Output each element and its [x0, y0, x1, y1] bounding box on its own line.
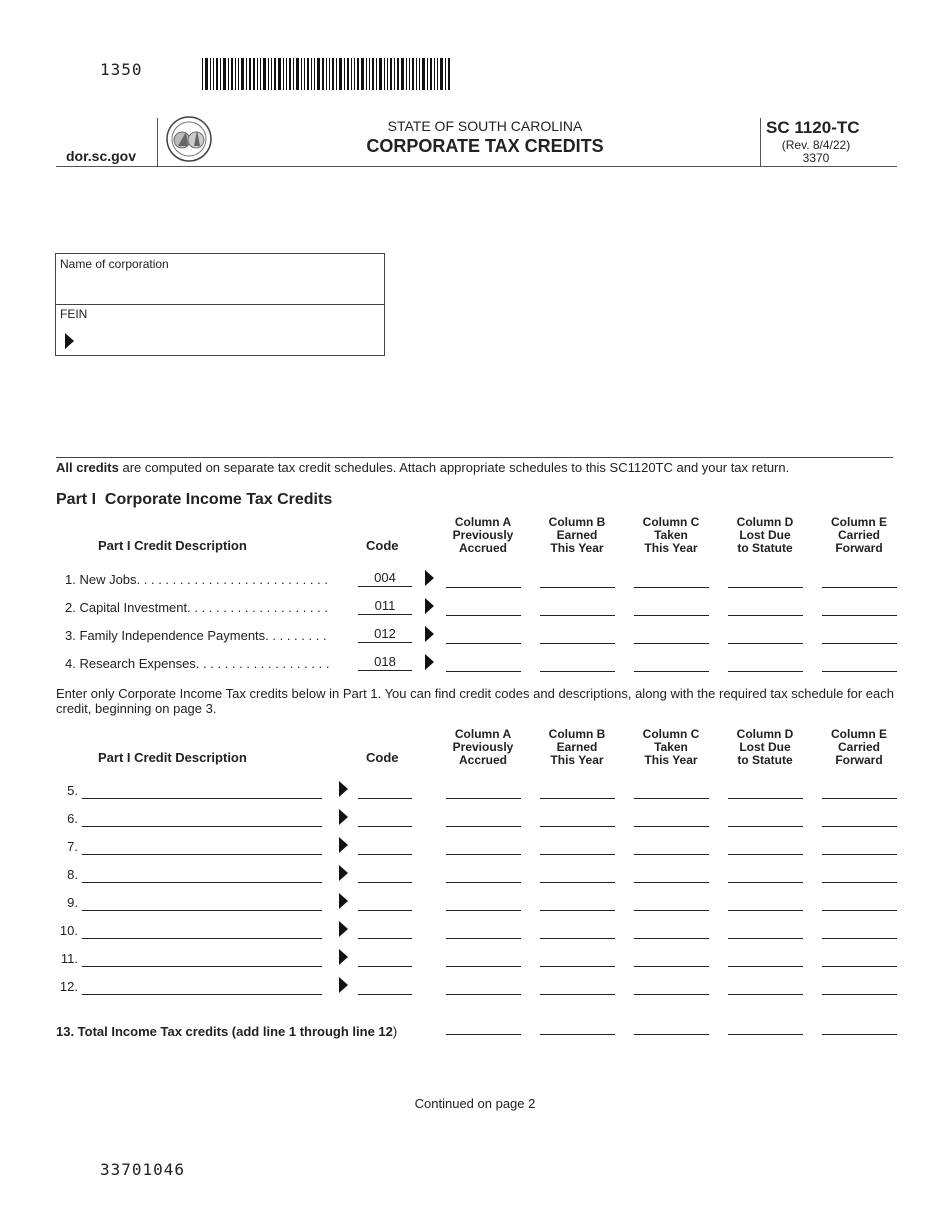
row-8-column-e-field[interactable] [822, 882, 897, 883]
row-12-column-a-field[interactable] [446, 994, 521, 995]
row-1-column-c-field[interactable] [634, 587, 709, 588]
row-2-column-c-field[interactable] [634, 615, 709, 616]
barcode-bar [220, 58, 221, 90]
row-6-column-b-field[interactable] [540, 826, 615, 827]
header-rule [56, 166, 897, 167]
credit-description-field[interactable] [82, 854, 322, 855]
total-column-a-field[interactable] [446, 1034, 521, 1035]
credit-code-field[interactable] [358, 854, 412, 855]
barcode-bar [235, 58, 236, 90]
line-number: 11. [60, 951, 78, 966]
form-title: CORPORATE TAX CREDITS [366, 136, 604, 156]
total-column-e-field[interactable] [822, 1034, 897, 1035]
column-header-line: This Year [644, 541, 698, 555]
total-label-text: 13. Total Income Tax credits (add line 1 through line 12 [56, 1024, 393, 1039]
arrow-icon [425, 570, 434, 586]
barcode-bar [419, 58, 420, 90]
line-number: 8. [67, 867, 78, 882]
column-header-line: Column A [454, 515, 512, 529]
row-2-column-e-field[interactable] [822, 615, 897, 616]
barcode-bar [448, 58, 450, 90]
credit-code: 011 [358, 599, 412, 615]
row-5-column-d-field[interactable] [728, 798, 803, 799]
column-header-e [814, 728, 904, 767]
total-column-c-field[interactable] [634, 1034, 709, 1035]
row-12-column-e-field[interactable] [822, 994, 897, 995]
arrow-icon [339, 921, 348, 937]
description-header: Part I Credit Description [98, 538, 247, 553]
barcode-bar [274, 58, 276, 90]
column-header-line: This Year [550, 541, 604, 555]
revision-date: (Rev. 8/4/22) [781, 138, 851, 152]
barcode-bar [416, 58, 417, 90]
column-header-a [438, 728, 528, 767]
form-scan-code: 1350 [100, 60, 143, 79]
column-header-b [532, 516, 622, 555]
line-number: 6. [67, 811, 78, 826]
column-header-b [532, 728, 622, 767]
row-4-column-d-field[interactable] [728, 671, 803, 672]
intro-text [56, 460, 789, 475]
row-11-column-a-field[interactable] [446, 966, 521, 967]
name-label: Name of corporation [60, 257, 169, 271]
barcode-bar [314, 58, 315, 90]
row-7-column-a-field[interactable] [446, 854, 521, 855]
row-3-column-a-field[interactable] [446, 643, 521, 644]
row-10-column-c-field[interactable] [634, 938, 709, 939]
barcode-bar [369, 58, 370, 90]
barcode-bar [257, 58, 258, 90]
header-divider-left [157, 118, 158, 166]
barcode-bar [394, 58, 395, 90]
column-header-e [814, 516, 904, 555]
column-header-c [626, 728, 716, 767]
arrow-icon [339, 977, 348, 993]
column-header-line: Column E [831, 515, 887, 529]
code-header: Code [366, 750, 399, 765]
barcode-bar [445, 58, 446, 90]
column-header-line: Previously [452, 528, 514, 542]
total-label-paren: ) [392, 1024, 398, 1039]
barcode-bar [213, 58, 214, 90]
row-4-column-e-field[interactable] [822, 671, 897, 672]
barcode-bar [406, 58, 407, 90]
barcode-bar [231, 58, 233, 90]
barcode-bar [205, 58, 208, 90]
form-number: SC 1120-TC [766, 118, 860, 137]
column-header-line: to Statute [737, 541, 793, 555]
column-header-line: Taken [654, 528, 688, 542]
row-9-column-b-field[interactable] [540, 910, 615, 911]
barcode-bar [379, 58, 382, 90]
total-column-d-field[interactable] [728, 1034, 803, 1035]
barcode-bar [249, 58, 251, 90]
intro-rest: are computed on separate tax credit schedules. Attach appropriate schedules to this SC1120TC and your tax return. [118, 460, 790, 475]
line-number: 5. [67, 783, 78, 798]
header-divider-right [760, 118, 761, 166]
row-11-column-c-field[interactable] [634, 966, 709, 967]
total-label [56, 1024, 397, 1039]
barcode-bar [329, 58, 330, 90]
row-9-column-a-field[interactable] [446, 910, 521, 911]
barcode-bar [366, 58, 367, 90]
row-8-column-c-field[interactable] [634, 882, 709, 883]
barcode-bar [326, 58, 327, 90]
barcode-bar [387, 58, 388, 90]
credit-row-label: 4. Research Expenses. . . . . . . . . . . . . . . . . . . [65, 656, 330, 671]
column-header-line: Carried [837, 528, 881, 542]
row-3-column-d-field[interactable] [728, 643, 803, 644]
column-header-line: Taken [654, 740, 688, 754]
row-5-column-e-field[interactable] [822, 798, 897, 799]
row-1-column-d-field[interactable] [728, 587, 803, 588]
row-2-column-a-field[interactable] [446, 615, 521, 616]
barcode-bar [241, 58, 244, 90]
column-header-d [720, 728, 810, 767]
barcode-bar [263, 58, 266, 90]
intro-bold: All credits [56, 460, 119, 475]
credit-code-field[interactable] [358, 938, 412, 939]
row-9-column-c-field[interactable] [634, 910, 709, 911]
barcode-bar [283, 58, 284, 90]
credit-code: 004 [358, 571, 412, 587]
barcode-bar [268, 58, 269, 90]
barcode-bar [322, 58, 324, 90]
row-11-column-b-field[interactable] [540, 966, 615, 967]
row-4-column-b-field[interactable] [540, 671, 615, 672]
arrow-icon [65, 333, 74, 349]
identity-divider [56, 304, 384, 305]
column-header-line: Previously [452, 740, 514, 754]
corporation-name-field[interactable] [60, 274, 380, 300]
column-header-line: Column C [642, 515, 700, 529]
barcode-bar [347, 58, 349, 90]
credit-description-field[interactable] [82, 938, 322, 939]
continued-note: Continued on page 2 [414, 1096, 536, 1111]
column-header-line: Accrued [458, 753, 508, 767]
barcode-bar [430, 58, 432, 90]
barcode-bar [278, 58, 281, 90]
row-5-column-b-field[interactable] [540, 798, 615, 799]
bottom-scan-code: 33701046 [100, 1160, 186, 1179]
row-11-column-e-field[interactable] [822, 966, 897, 967]
line-number: 7. [67, 839, 78, 854]
row-3-column-e-field[interactable] [822, 643, 897, 644]
row-1-column-a-field[interactable] [446, 587, 521, 588]
row-6-column-d-field[interactable] [728, 826, 803, 827]
row-10-column-d-field[interactable] [728, 938, 803, 939]
arrow-icon [339, 837, 348, 853]
barcode-bar [412, 58, 414, 90]
barcode-bar [311, 58, 312, 90]
form-code: 3370 [802, 151, 830, 165]
row-1-column-e-field[interactable] [822, 587, 897, 588]
barcode-bar [440, 58, 443, 90]
credit-description-field[interactable] [82, 910, 322, 911]
barcode-bar [304, 58, 305, 90]
credit-code-field[interactable] [358, 882, 412, 883]
column-header-line: This Year [644, 753, 698, 767]
column-header-line: Column A [454, 727, 512, 741]
barcode-bar [354, 58, 355, 90]
fein-field[interactable] [82, 330, 380, 354]
column-header-line: Accrued [458, 541, 508, 555]
arrow-icon [425, 626, 434, 642]
credit-description-field[interactable] [82, 882, 322, 883]
row-3-column-b-field[interactable] [540, 643, 615, 644]
row-9-column-e-field[interactable] [822, 910, 897, 911]
row-5-column-a-field[interactable] [446, 798, 521, 799]
credit-code: 012 [358, 627, 412, 643]
barcode-bar [210, 58, 211, 90]
barcode-bar [301, 58, 302, 90]
row-9-column-d-field[interactable] [728, 910, 803, 911]
credit-code-field[interactable] [358, 910, 412, 911]
description-header: Part I Credit Description [98, 750, 247, 765]
fein-label: FEIN [60, 307, 88, 321]
row-8-column-d-field[interactable] [728, 882, 803, 883]
arrow-icon [339, 809, 348, 825]
barcode-bar [357, 58, 359, 90]
barcode-bar [289, 58, 291, 90]
column-header-line: Column D [736, 727, 794, 741]
barcode-bar [372, 58, 374, 90]
identity-box [55, 253, 385, 356]
barcode-bar [202, 58, 203, 90]
column-header-line: Forward [835, 541, 883, 555]
row-7-column-d-field[interactable] [728, 854, 803, 855]
barcode-bar [339, 58, 342, 90]
row-4-column-c-field[interactable] [634, 671, 709, 672]
barcode-bar [434, 58, 435, 90]
barcode [202, 58, 468, 90]
column-header-line: Earned [556, 528, 598, 542]
arrow-icon [425, 598, 434, 614]
column-header-line: to Statute [737, 753, 793, 767]
credit-code: 018 [358, 655, 412, 671]
row-8-column-b-field[interactable] [540, 882, 615, 883]
row-4-column-a-field[interactable] [446, 671, 521, 672]
arrow-icon [339, 781, 348, 797]
barcode-bar [216, 58, 218, 90]
column-header-line: Earned [556, 740, 598, 754]
barcode-bar [253, 58, 255, 90]
barcode-bar [361, 58, 364, 90]
barcode-bar [409, 58, 410, 90]
arrow-icon [339, 949, 348, 965]
state-seal-icon [166, 116, 212, 162]
row-7-column-e-field[interactable] [822, 854, 897, 855]
row-2-column-b-field[interactable] [540, 615, 615, 616]
barcode-bar [317, 58, 320, 90]
barcode-bar [238, 58, 239, 90]
barcode-bar [437, 58, 438, 90]
credit-description-field[interactable] [82, 994, 322, 995]
column-header-d [720, 516, 810, 555]
row-10-column-b-field[interactable] [540, 938, 615, 939]
barcode-bar [336, 58, 337, 90]
row-3-column-c-field[interactable] [634, 643, 709, 644]
barcode-bar [427, 58, 428, 90]
line-number: 9. [67, 895, 78, 910]
credit-code-field[interactable] [358, 798, 412, 799]
barcode-bar [260, 58, 261, 90]
column-header-line: Forward [835, 753, 883, 767]
row-12-column-b-field[interactable] [540, 994, 615, 995]
barcode-bar [397, 58, 399, 90]
row-6-column-e-field[interactable] [822, 826, 897, 827]
barcode-bar [223, 58, 226, 90]
row-12-column-c-field[interactable] [634, 994, 709, 995]
line-number: 10. [59, 923, 78, 938]
credit-description-field[interactable] [82, 826, 322, 827]
column-header-c [626, 516, 716, 555]
row-7-column-c-field[interactable] [634, 854, 709, 855]
row-10-column-a-field[interactable] [446, 938, 521, 939]
row-12-column-d-field[interactable] [728, 994, 803, 995]
intro-rule [56, 457, 893, 458]
total-column-b-field[interactable] [540, 1034, 615, 1035]
row-5-column-c-field[interactable] [634, 798, 709, 799]
column-header-line: Column E [831, 727, 887, 741]
barcode-bar [422, 58, 425, 90]
column-header-line: Column C [642, 727, 700, 741]
credit-code-field[interactable] [358, 966, 412, 967]
barcode-bar [228, 58, 229, 90]
column-header-line: Column D [736, 515, 794, 529]
column-header-line: Column B [548, 727, 606, 741]
column-header-line: This Year [550, 753, 604, 767]
arrow-icon [339, 865, 348, 881]
barcode-bar [307, 58, 309, 90]
barcode-bar [344, 58, 345, 90]
row-6-column-a-field[interactable] [446, 826, 521, 827]
barcode-bar [271, 58, 272, 90]
row-1-column-b-field[interactable] [540, 587, 615, 588]
barcode-bar [401, 58, 404, 90]
credit-row-label: 1. New Jobs. . . . . . . . . . . . . . . . . . . . . . . . . . . [65, 572, 328, 587]
arrow-icon [425, 654, 434, 670]
barcode-bar [390, 58, 392, 90]
part1-title: Part I Corporate Income Tax Credits [56, 491, 333, 508]
column-header-line: Lost Due [739, 740, 791, 754]
column-header-line: Carried [837, 740, 881, 754]
column-header-line: Column B [548, 515, 606, 529]
credit-description-field[interactable] [82, 798, 322, 799]
line-number: 12. [59, 979, 78, 994]
credit-code-field[interactable] [358, 826, 412, 827]
credit-code-field[interactable] [358, 994, 412, 995]
barcode-bar [286, 58, 287, 90]
barcode-bar [384, 58, 385, 90]
website: dor.sc.gov [66, 148, 137, 164]
row-7-column-b-field[interactable] [540, 854, 615, 855]
code-header: Code [366, 538, 399, 553]
credit-description-field[interactable] [82, 966, 322, 967]
column-header-a [438, 516, 528, 555]
column-header-line: Lost Due [739, 528, 791, 542]
barcode-bar [332, 58, 334, 90]
row-6-column-c-field[interactable] [634, 826, 709, 827]
row-11-column-d-field[interactable] [728, 966, 803, 967]
part1-note: Enter only Corporate Income Tax credits below in Part 1. You can find credit codes and descriptions, along with the required tax schedule for each credit, beginning on page 3. [56, 686, 894, 716]
barcode-bar [376, 58, 377, 90]
state-name: STATE OF SOUTH CAROLINA [387, 118, 583, 134]
row-8-column-a-field[interactable] [446, 882, 521, 883]
credit-row-label: 3. Family Independence Payments. . . . . . . . . [65, 628, 327, 643]
barcode-bar [296, 58, 299, 90]
barcode-bar [246, 58, 247, 90]
barcode-bar [351, 58, 352, 90]
arrow-icon [339, 893, 348, 909]
row-2-column-d-field[interactable] [728, 615, 803, 616]
row-10-column-e-field[interactable] [822, 938, 897, 939]
credit-row-label: 2. Capital Investment. . . . . . . . . . . . . . . . . . . . [65, 600, 328, 615]
barcode-bar [293, 58, 294, 90]
